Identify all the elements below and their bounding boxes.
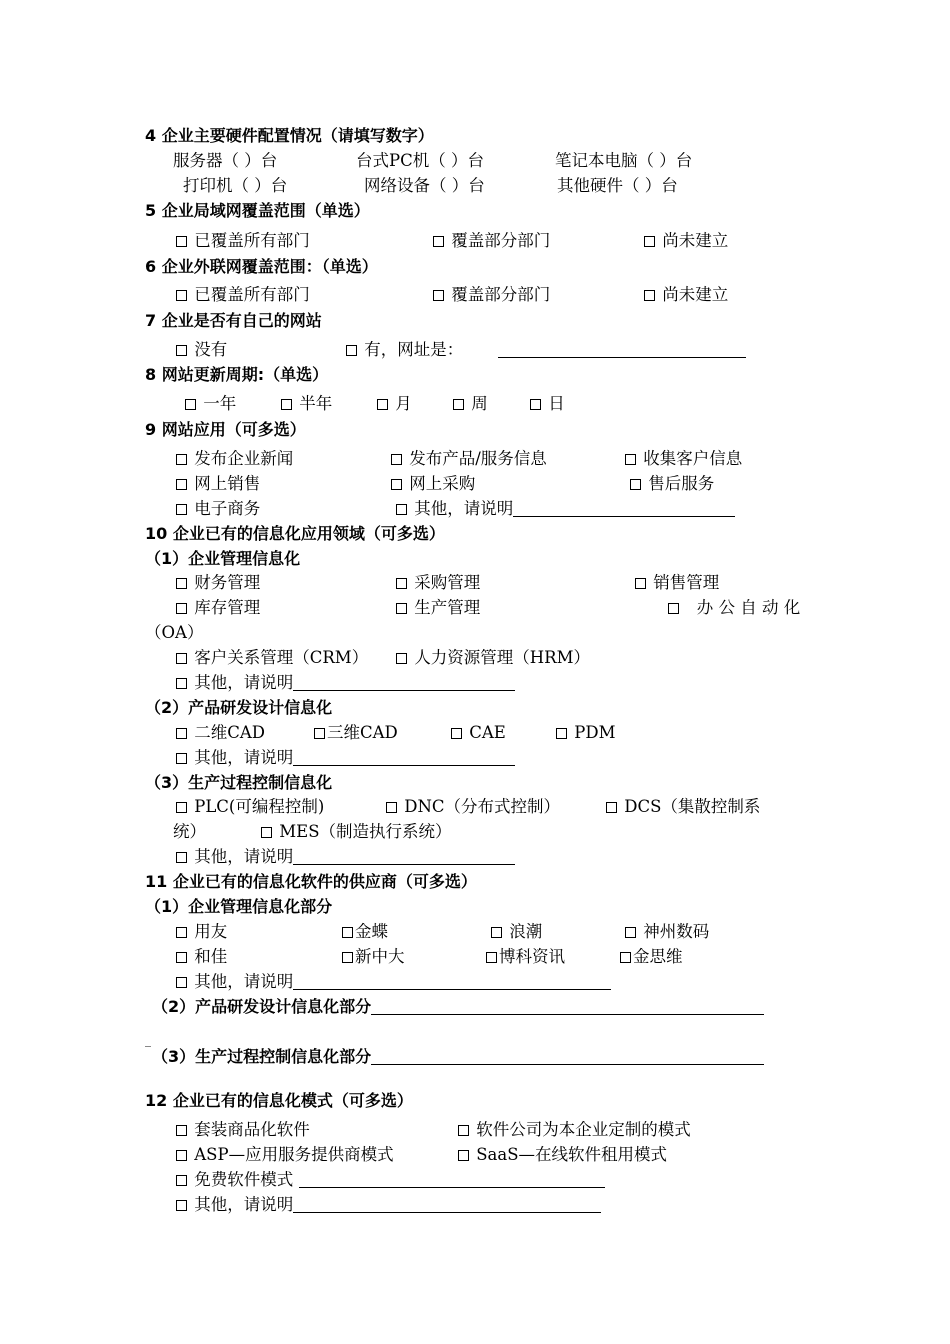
checkbox-icon[interactable]	[176, 1150, 187, 1161]
q6-option-none[interactable]: 尚未建立	[644, 285, 728, 305]
q9-option-other[interactable]: 其他，请说明	[396, 499, 735, 519]
checkbox-icon[interactable]	[176, 927, 187, 938]
checkbox-icon[interactable]	[630, 479, 641, 490]
checkbox-icon[interactable]	[396, 653, 407, 664]
checkbox-icon[interactable]	[433, 236, 444, 247]
checkbox-icon[interactable]	[391, 479, 402, 490]
q10-s1-crm[interactable]: 客户关系管理（CRM）	[176, 648, 368, 668]
q11-s1-xinzhongda[interactable]: 新中大	[342, 947, 405, 967]
q5-option-none[interactable]: 尚未建立	[644, 231, 728, 251]
q10-s1-finance[interactable]: 财务管理	[176, 573, 260, 593]
checkbox-icon[interactable]	[261, 827, 272, 838]
checkbox-icon[interactable]	[176, 236, 187, 247]
q12-option-other[interactable]: 其他，请说明	[176, 1195, 601, 1215]
q10-s1-other-input[interactable]	[293, 674, 515, 691]
q10-s2-2dcad[interactable]: 二维CAD	[176, 723, 265, 743]
q5-title: 5 企业局域网覆盖范围（单选）	[145, 201, 370, 220]
checkbox-icon[interactable]	[625, 927, 636, 938]
q10-s1-purchase[interactable]: 采购管理	[396, 573, 480, 593]
q6-title: 6 企业外联网覆盖范围：（单选）	[145, 257, 378, 276]
checkbox-icon[interactable]	[176, 728, 187, 739]
q12-other-input[interactable]	[293, 1196, 601, 1213]
q10-s1-wrap: （OA）	[145, 623, 204, 642]
checkbox-icon[interactable]	[458, 1125, 469, 1136]
q9-option-news[interactable]: 发布企业新闻	[176, 449, 293, 469]
q6-option-partial[interactable]: 覆盖部分部门	[433, 285, 550, 305]
q10-s1-inventory[interactable]: 库存管理	[176, 598, 260, 618]
checkbox-icon[interactable]	[458, 1150, 469, 1161]
q11-s1-dcits[interactable]: 神州数码	[625, 922, 709, 942]
q7-title: 7 企业是否有自己的网站	[145, 311, 322, 330]
checkbox-icon[interactable]	[391, 454, 402, 465]
checkbox-icon[interactable]	[176, 802, 187, 813]
q10-s2-other[interactable]: 其他，请说明	[176, 748, 515, 768]
checkbox-icon[interactable]	[176, 345, 187, 356]
checkbox-icon[interactable]	[346, 345, 357, 356]
q11-s1-jinsiwei[interactable]: 金思维	[620, 947, 683, 967]
checkbox-icon[interactable]	[386, 802, 397, 813]
checkbox-icon[interactable]	[530, 399, 541, 410]
q9-title: 9 网站应用（可多选）	[145, 420, 306, 439]
q10-s1-production[interactable]: 生产管理	[396, 598, 480, 618]
q11-s1-boke[interactable]: 博科资讯	[486, 947, 565, 967]
checkbox-icon[interactable]	[635, 578, 646, 589]
q9-option-purchase[interactable]: 网上采购	[391, 474, 475, 494]
q11-s1-other[interactable]: 其他，请说明	[176, 972, 611, 992]
checkbox-icon[interactable]	[486, 952, 497, 963]
q10-s1-title: （1）企业管理信息化	[145, 549, 301, 568]
q10-s3-other-input[interactable]	[293, 848, 515, 865]
checkbox-icon[interactable]	[185, 399, 196, 410]
q9-option-sales[interactable]: 网上销售	[176, 474, 260, 494]
q8-title: 8 网站更新周期:（单选）	[145, 365, 329, 384]
checkbox-icon[interactable]	[176, 952, 187, 963]
checkbox-icon[interactable]	[644, 236, 655, 247]
q4-desktop-field[interactable]: 台式PC机（ ）台	[356, 151, 484, 170]
q10-s1-oa[interactable]: 办 公 自 动 化	[668, 598, 800, 618]
q11-s1-inspur[interactable]: 浪潮	[491, 922, 542, 942]
q5-option-all[interactable]: 已覆盖所有部门	[176, 231, 310, 251]
checkbox-icon[interactable]	[396, 603, 407, 614]
q4-servers-field[interactable]: 服务器（ ）台	[173, 151, 278, 170]
checkbox-icon[interactable]	[606, 802, 617, 813]
checkbox-icon[interactable]	[396, 578, 407, 589]
q10-s3-plc[interactable]: PLC(可编程控制)	[176, 797, 324, 817]
checkbox-icon[interactable]	[453, 399, 464, 410]
q8-option-day[interactable]: 日	[530, 394, 565, 414]
checkbox-icon[interactable]	[176, 504, 187, 515]
q12-option-asp[interactable]: ASP—应用服务提供商模式	[176, 1145, 394, 1165]
checkbox-icon[interactable]	[176, 479, 187, 490]
q10-s1-sales[interactable]: 销售管理	[635, 573, 719, 593]
q7-option-yes[interactable]: 有，网址是：	[346, 340, 463, 360]
q5-option-partial[interactable]: 覆盖部分部门	[433, 231, 550, 251]
checkbox-icon[interactable]	[176, 1175, 187, 1186]
q11-s2-title: （2）产品研发设计信息化部分	[152, 997, 764, 1017]
checkbox-icon[interactable]	[620, 952, 631, 963]
q4-title: 4 企业主要硬件配置情况（请填写数字）	[145, 126, 434, 145]
checkbox-icon[interactable]	[342, 952, 353, 963]
q11-title: 11 企业已有的信息化软件的供应商（可多选）	[145, 872, 477, 891]
q9-option-aftersale[interactable]: 售后服务	[630, 474, 714, 494]
checkbox-icon[interactable]	[281, 399, 292, 410]
q10-s3-title: （3）生产过程控制信息化	[145, 773, 333, 792]
checkbox-icon[interactable]	[176, 1125, 187, 1136]
q11-s1-kingdee[interactable]: 金蝶	[342, 922, 388, 942]
checkbox-icon[interactable]	[556, 728, 567, 739]
q8-option-halfyear[interactable]: 半年	[281, 394, 332, 414]
checkbox-icon[interactable]	[176, 678, 187, 689]
q10-title: 10 企业已有的信息化应用领域（可多选）	[145, 524, 445, 543]
q7-url-input[interactable]	[498, 340, 746, 360]
checkbox-icon[interactable]	[314, 728, 325, 739]
q4-other-hw-field[interactable]: 其他硬件（ ）台	[557, 176, 678, 195]
checkbox-icon[interactable]	[176, 578, 187, 589]
q12-option-package[interactable]: 套装商品化软件	[176, 1120, 310, 1140]
checkbox-icon[interactable]	[176, 653, 187, 664]
q11-s1-title: （1）企业管理信息化部分	[145, 897, 333, 916]
q4-network-field[interactable]: 网络设备（ ）台	[364, 176, 485, 195]
q10-s3-dnc[interactable]: DNC（分布式控制）	[386, 797, 560, 817]
checkbox-icon[interactable]	[176, 852, 187, 863]
q10-s2-cae[interactable]: CAE	[451, 723, 506, 743]
q12-option-free[interactable]: 免费软件模式	[176, 1170, 605, 1190]
q11-s3-input[interactable]	[371, 1048, 764, 1065]
q11-dash: _	[145, 1033, 151, 1047]
q12-option-custom[interactable]: 软件公司为本企业定制的模式	[458, 1120, 691, 1140]
checkbox-icon[interactable]	[176, 603, 187, 614]
q11-s1-yonyou[interactable]: 用友	[176, 922, 227, 942]
q10-s2-pdm[interactable]: PDM	[556, 723, 615, 743]
q9-option-product[interactable]: 发布产品/服务信息	[391, 449, 547, 469]
q12-title: 12 企业已有的信息化模式（可多选）	[145, 1091, 413, 1110]
q11-s1-hejia[interactable]: 和佳	[176, 947, 227, 967]
q10-s1-other[interactable]: 其他，请说明	[176, 673, 515, 693]
q10-s2-title: （2）产品研发设计信息化	[145, 698, 333, 717]
q10-s2-3dcad[interactable]: 三维CAD	[314, 723, 398, 743]
q4-printer-field[interactable]: 打印机（ ）台	[183, 176, 288, 195]
q12-option-saas[interactable]: SaaS—在线软件租用模式	[458, 1145, 667, 1165]
q8-option-week[interactable]: 周	[453, 394, 488, 414]
checkbox-icon[interactable]	[433, 290, 444, 301]
checkbox-icon[interactable]	[668, 603, 679, 614]
q10-s3-other[interactable]: 其他，请说明	[176, 847, 515, 867]
q4-laptop-field[interactable]: 笔记本电脑（ ）台	[555, 151, 693, 170]
checkbox-icon[interactable]	[342, 927, 353, 938]
q9-option-collect[interactable]: 收集客户信息	[625, 449, 742, 469]
q10-s3-wrap: 统）	[173, 822, 206, 841]
q11-s2-input[interactable]	[371, 998, 764, 1015]
checkbox-icon[interactable]	[176, 753, 187, 764]
q10-s3-mes[interactable]: MES（制造执行系统）	[261, 822, 452, 842]
q8-option-year[interactable]: 一年	[185, 394, 236, 414]
checkbox-icon[interactable]	[377, 399, 388, 410]
checkbox-icon[interactable]	[176, 1200, 187, 1211]
checkbox-icon[interactable]	[625, 454, 636, 465]
q9-other-input[interactable]	[513, 500, 735, 517]
q10-s1-hrm[interactable]: 人力资源管理（HRM）	[396, 648, 590, 668]
q7-option-no[interactable]: 没有	[176, 340, 227, 360]
checkbox-icon[interactable]	[176, 454, 187, 465]
checkbox-icon[interactable]	[396, 504, 407, 515]
checkbox-icon[interactable]	[451, 728, 462, 739]
q11-s3-title: （3）生产过程控制信息化部分	[152, 1047, 764, 1067]
checkbox-icon[interactable]	[644, 290, 655, 301]
q10-s3-dcs[interactable]: DCS（集散控制系	[606, 797, 760, 817]
checkbox-icon[interactable]	[491, 927, 502, 938]
q6-option-all[interactable]: 已覆盖所有部门	[176, 285, 310, 305]
checkbox-icon[interactable]	[176, 977, 187, 988]
checkbox-icon[interactable]	[176, 290, 187, 301]
q11-s1-other-input[interactable]	[293, 973, 611, 990]
q8-option-month[interactable]: 月	[377, 394, 412, 414]
q10-s2-other-input[interactable]	[293, 749, 515, 766]
q9-option-ecommerce[interactable]: 电子商务	[176, 499, 260, 519]
q12-free-input[interactable]	[299, 1171, 605, 1188]
